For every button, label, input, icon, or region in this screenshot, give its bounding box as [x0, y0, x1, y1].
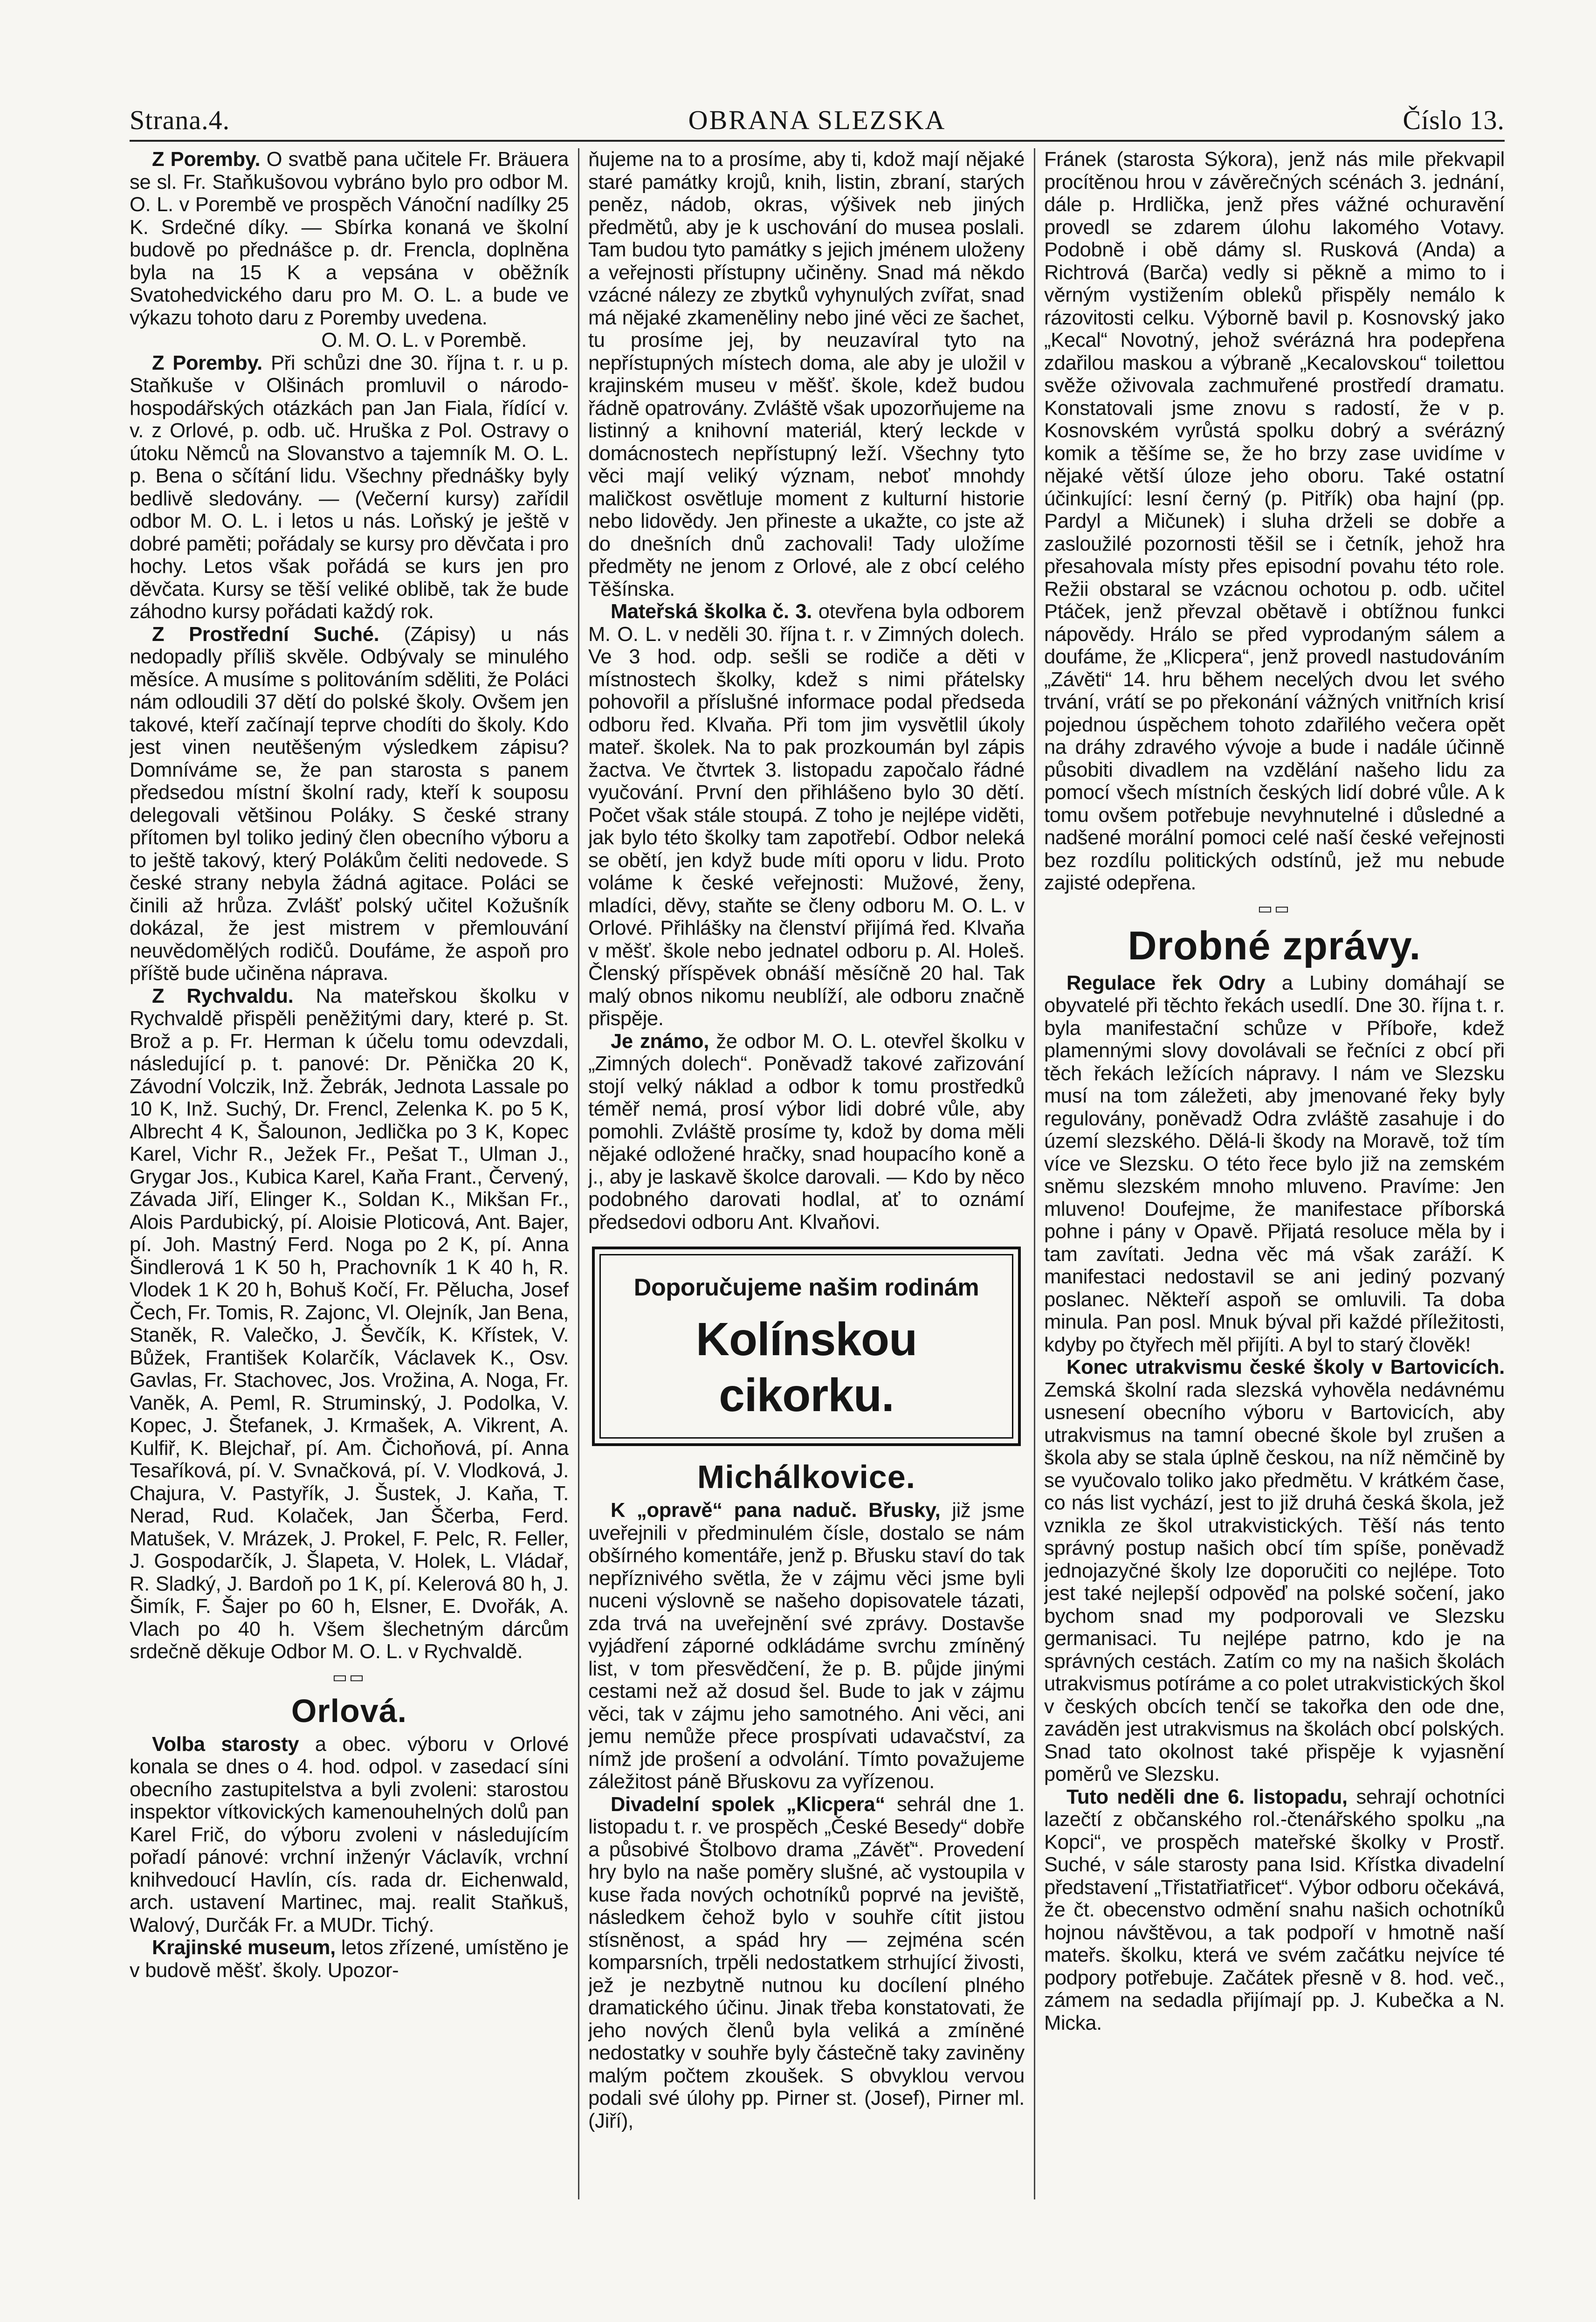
article-klicpera [588, 1793, 1025, 2133]
article-body: Při schůzi dne 30. října t. r. u p. Staňkuše v Olšinách promluvil o národo-hospodářských otázkách pan Jan Fiala, řídící v. v. z Orlové, p. odb. uč. Hruška z Pol. Ostravy o útoku Němců na Slovanstvo a tajemník M. O. L. p. Bena o sčítání lidu. Všechny přednášky byly bedlivě sledovány. — (Večerní kursy) zařídil odbor M. O. L. i letos u nás. Loňský je ještě v dobré paměti; pořádaly se kursy pro děvčata i pro hochy. Letos však pořádá se kurs jen pro děvčata. Kursy se těší veliké oblibě, tak že bude záhodno kursy pořádati každý rok. [130, 351, 569, 623]
article-body: již jsme uveřejnili v předminulém čísle, dostalo se nám obšírného komentáře, jenž p. Břusku staví do tak nepříznivého světla, že v zájmu věci jsme byli nuceni výslovně se našeho dopisovatele tázati, zda trvá na uveřejnění své zprávy. Dostavše vyjádření záporné odkládáme svrchu zmíněný list, v tom přesvědčení, že p. B. půjde jinými cestami než až dosud šel. Bude to jak v zájmu věci, tak v zájmu jeho samotného. Ani věci, ani jemu nemůže přece prospívati udavačství, za nímž jde prošení a odvolání. Tímto považujeme záležitost páně Břuskovu za vyřízenou. [588, 1499, 1025, 1793]
article-head: Krajinské museum, [152, 1936, 336, 1959]
header-rule [130, 140, 1505, 142]
article-body: sehrají ochotníci lazečtí z občanského rol.-čtenářského spolku „na Kopci“, ve prospěch mateřské školky v Prostř. Suché, v sále starosty pana Isid. Křístka divadelní představení „Třistatřiatřicet“. Výbor odboru očekává, že čt. obecenstvo odmění snahu našich ochotníků hojnou návštěvou, a tak podpoří v hmotně naší mateřs. školku, která ve svém začátku nejvíce té podpory potřebuje. Začátek přesně v 8. hod. več., zámem na sedadla přijímají pp. J. Kubečka a N. Micka. [1044, 1785, 1505, 2034]
article-head: K „opravě“ pana naduč. Břusky, [611, 1499, 941, 1522]
article-rychvald [130, 985, 569, 1663]
article-body: a obec. výboru v Orlové konala se dnes o 4. hod. odpol. v zasedací síni obecního zastupitelstva a byli zvoleni: starostou inspektor vítkovických kamenouhelných dolů pan Karel Frič, do výboru zvoleni v následujícím pořadí pánové: vrchní inženýr Václavík, vrchní knihvedoucí Havlín, cís. rada dr. Eichenwald, arch. ustavení Martinec, maj. realit Staňkuš, Walový, Durčák Fr. a MUDr. Tichý. [130, 1733, 569, 1936]
article-klicpera-continued: Fránek (starosta Sýkora), jenž nás mile překvapil procítěnou hrou v závěrečných scénách 3. jednání, dále p. Hrdlička, jenž přes vážné ochuravění provedl se zdarem úlohu lakomého Votavy. Podobně i obě dámy sl. Rusková (Anda) a Richtrová (Barča) vedly si pěkně a mimo to i věrným vystižením obleků přispěly nemálo k rázovitosti celku. Výborně bavil p. Kosnovský jako „Kecal“ Novotný, jehož svérázná hra podepřena zdařilou maskou a výbraně „Kecalovskou“ toilettou svěže oživovala zachmuřené prostředí dramatu. Konstatovali jsme znovu s radostí, že v p. Kosnovském vyrůstá spolku dobrý a svérázný komik a těšíme se, že ho brzy zase uvidíme v nějaké větší úloze jeho oboru. Také ostatní účinkující: lesní černý (p. Pitřík) oba hajní (pp. Pardyl a Mičunek) i sluha drželi se dobře a zasloužilé pozornosti těšil se i četník, jehož hra přesahovala místy přes episodní povahu této role. Režii obstaral se vzácnou ochotou p. odb. učitel Ptáček, jenž převzal obětavě i obtížnou funkci nápovědy. Hrálo se před vyprodaným sálem a doufáme, že „Klicpera“, jenž provedl nastudováním „Závěti“ 14. hru během necelých dvou let svého trvání, vrátí se po překonání vážných vnitřních krisí pojednou úspěchem tohoto zdařilého večera opět na dráhy zdravého vývoje a bude i nadále účinně působiti divadlem na vzdělání našeho lidu za pomocí všech místních českých lidí dobré vůle. A k tomu ovšem potřebuje nevyhnutelné i důsledné a nadšené morální pomoci celé naší české veřejnosti bez rozdílu politických odstínů, jež mu nebude zajisté odepřena. [1044, 148, 1505, 894]
section-separator: ▭▭ [332, 1668, 366, 1686]
column-1 [130, 148, 569, 2209]
article-head: Je známo, [611, 1030, 709, 1053]
article-head: Tuto neděli dne 6. listopadu, [1066, 1785, 1348, 1808]
column-divider [578, 148, 579, 2199]
article-regulace-rek [1044, 972, 1505, 1357]
column-divider [1034, 148, 1035, 2199]
article-head: Z Rychvaldu. [152, 985, 294, 1007]
article-volba-starosty [130, 1733, 569, 1937]
advertisement-box [592, 1247, 1021, 1446]
article-head: Regulace řek Odry [1066, 972, 1266, 994]
article-krajinske-museum [130, 1936, 569, 1982]
article-je-znamo [588, 1030, 1025, 1234]
article-body: sehrál dne 1. listopadu t. r. ve prospěch „České Besedy“ dobře a působivé Štolbovo drama „Závěť“. Provedení hry bylo na naše poměry slušné, ač vystoupila v kuse řada nových ochotníků poprvé na jeviště, následkem čehož bylo v souhře cítit jistou stísněnost, a spád hry — zejména scén komparsních, trpěli nedostatkem strhující živosti, jež je nezbytně nutnou ku docílení plného dramatického účinu. Jinak třeba konstatovati, že jeho nových členů byla veliká a zmíněné nedostatky v souhře byly částečně taky zaviněny malým počtem zkoušek. S obvyklou vervou podali své úlohy pp. Pirner st. (Josef), Pirner ml. (Jiří), [588, 1793, 1025, 2132]
article-prostredni-sucha [130, 623, 569, 985]
article-tuto-nedeli [1044, 1786, 1505, 2035]
article-poremba-2 [130, 352, 569, 623]
article-body: že odbor M. O. L. otevřel školku v „Zimných dolech“. Poněvadž takové zařizování stojí velký náklad a odbor k tomu prostředků téměř nemá, prosí výbor lidi dobré vůle, aby pomohli. Zvláště prosíme ty, kdož by doma měli nějaké odložené hračky, snad houpacího koně a j., aby je laskavě školce darovali. — Kdo by něco podobného darovati hodlal, ať to oznámí předsedovi odboru Ant. Klvaňovi. [588, 1030, 1025, 1233]
newspaper-title: OBRANA SLEZSKA [688, 105, 946, 135]
section-title-orlova: Orlová. [291, 1692, 407, 1729]
article-oprava-brusky [588, 1499, 1025, 1793]
column-3 [1044, 148, 1505, 2209]
article-museum-continued: ňujeme na to a prosíme, aby ti, kdož mají nějaké staré památky krojů, knih, listin, zbraní, starých peněz, nádob, okras, výšivek neb jiných předmětů, aby je k uschování do musea poslali. Tam budou tyto památky s jejich jménem uloženy a veřejnosti přístupny učiněny. Snad má někdo vzácné nálezy ze zbytků vyhynulých zvířat, snad má nějaké zkameněliny nebo jiné věci ze šachet, tu prosíme jej, by neuzavíral tyto na nepřístupných místech doma, ale aby je uložil v krajinském museu v měšť. škole, kdež budou řádně opatrovány. Zvláště však upozorňujeme na listinný a knihovní materiál, který leckde v domácnostech nepřístupný leží. Všechny tyto věci mají veliký význam, neboť mnohdy maličkost osvětluje moment z kulturní historie nebo lidovědy. Jen přineste a ukažte, co jste až do dnešních dnů zachovali! Tady uložíme předměty ne jenom z Orlové, ale z obcí celého Těšínska. [588, 148, 1025, 600]
section-title-michalkovice: Michálkovice. [697, 1459, 916, 1495]
article-body: otevřena byla odborem M. O. L. v neděli 30. října t. r. v Zimných dolech. Ve 3 hod. odp. sešli se rodiče a děti v místnostech školky, kdež s nimi přátelsky pohovořil a příslušné informace podal předseda odboru řed. Klvaňa. Při tom jim vysvětlil úkoly mateř. školek. Na to pak prozkoumán byl zápis žactva. Ve čtvrtek 3. listopadu započalo řádné vyučování. První den přihlášeno bylo 30 dětí. Počet však stále stoupá. Z toho je nejlépe viděti, jak bylo této školky tam zapotřebí. Odbor neleká se obětí, jen když bude míti oporu v lidu. Proto voláme k české veřejnosti: Mužové, ženy, mladíci, děvy, staňte se členy odboru M. O. L. v Orlové. Přihlášky na členství přijímá řed. Klvaňa v měšť. škole nebo jednatel odboru p. Al. Holeš. Členský příspěvek obnáší měsíčně 20 hal. Tak malý obnos nikomu neublíží, ale odboru značně přispěje. [588, 600, 1025, 1030]
section-separator: ▭▭ [1257, 899, 1292, 917]
article-signature: O. M. O. L. v Porembě. [321, 329, 527, 351]
section-title-drobne-zpravy: Drobné zprávy. [1128, 923, 1421, 968]
article-body: (Zápisy) u nás nedopadly příliš skvěle. Odbývaly se minulého měsíce. A musíme s politováním sděliti, že Poláci nám odloudili 37 dětí do polské školy. Ovšem jen takové, kteří začínají teprve chodíti do školy. Kdo jest vinen neutěšeným výsledkem zápisu? Domníváme se, že pan starosta s panem předsedou místní školní rady, kteří k souposu delegovali většinou Poláky. S české strany přítomen byl toliko jediný člen obecního výboru a to ještě takový, který Polákům čeliti nedovede. S české strany nebyla žádná agitace. Poláci se činili až hrůza. Zvlášť polský učitel Kožušník dokázal, že jest mistrem v přemlouvání neuvědomělých rodičů. Doufáme, že aspoň pro příště bude učiněna náprava. [130, 623, 569, 985]
page-header [130, 104, 1505, 142]
article-head: Z Poremby. [152, 148, 261, 171]
advertisement-line-1: Doporučujeme našim rodinám [633, 1274, 979, 1301]
article-head: Divadelní spolek „Klicpera“ [611, 1793, 885, 1816]
article-head: Konec utrakvismu české školy v Bartovicích. [1066, 1356, 1505, 1378]
article-head: Z Poremby. [152, 351, 262, 374]
article-body: Na mateřskou školku v Rychvaldě přispěli peněžitými dary, které p. St. Brož a p. Fr. Herman k účelu tomu odevzdali, následující p. t. panové: Dr. Pěnička 20 K, Závodní Volczik, Inž. Žebrák, Jednota Lassale po 10 K, Inž. Suchý, Dr. Frencl, Zelenka K. po 5 K, Albrecht 4 K, Šalounon, Jedlička po 3 K, Kopec Karel, Vichr R., Ježek Fr., Pešat T., Ulman J., Grygar Jos., Kubica Karel, Kaňa Frant., Červený, Závada Jiří, Elinger K., Soldan K., Mikšan Fr., Alois Pardubický, pí. Aloisie Ploticová, Ant. Bajer, pí. Joh. Mastný Ferd. Noga po 2 K, pí. Anna Šindlerová 1 K 50 h, Prachovník 1 K 40 h, R. Vlodek 1 K 20 h, Bohuš Kočí, Fr. Pělucha, Josef Čech, Fr. Tomis, R. Zajonc, Vl. Olejník, Jan Bena, Staněk, R. Valečko, J. Ševčík, K. Křístek, V. Bůžek, František Kolarčík, Václavek K., Osv. Gavlas, Fr. Stachovec, Jos. Vrožina, A. Noga, Fr. Vaněk, A. Peml, R. Struminský, J. Podolka, V. Kopec, J. Štefanek, J. Krmašek, A. Vikrent, A. Kulfiř, K. Blejchař, pí. Am. Čichoňová, pí. Anna Tesaříková, pí. V. Svnačková, pí. V. Vlodková, J. Chajura, V. Pastyřík, J. Šustek, J. Kaňa, T. Nerad, Rud. Kolaček, Jan Ščerba, Ferd. Matušek, V. Mrázek, J. Prokel, F. Pelc, R. Feller, J. Gospodarčík, J. Šlapeta, V. Holek, L. Vládař, R. Sladký, J. Bardoň po 1 K, pí. Kelerová 80 h, J. Šimík, F. Šajer po 60 h, Elsner, E. Dvořák, A. Vlach po 40 h. Všem šlechetným dárcům srdečně děkuje Odbor M. O. L. v Rychvaldě. [130, 985, 569, 1663]
column-2 [588, 148, 1025, 2209]
issue-number: Číslo 13. [1403, 105, 1505, 135]
article-head: Z Prostřední Suché. [152, 623, 379, 646]
article-poremba-1 [130, 148, 569, 329]
article-head: Volba starosty [152, 1733, 299, 1756]
article-head: Mateřská školka č. 3. [611, 600, 812, 623]
article-body: Zemská školní rada slezská vyhověla nedávnému usnesení obecního výboru v Bartovicích, aby utrakvismus na tamní obecné škole byl zrušen a škola aby se stala úplně českou, na níž němčině by se vyučovalo toliko jako předmětu. V krátkém čase, co nás list vychází, jest to již druhá česká škola, jež vznikla ze škol utrakvistických. Těší nás tento správný postup našich obcí tím spíše, poněvadž jednojazyčné školy lze doporučiti co nejlépe. Toto jest také nejlepší odpověď na polské sočení, jako bychom snad my podporovali ve Slezsku germanisaci. Tu nejlépe patrno, kdo je na správných cestách. Zatím co my na našich školách utrakvismus potíráme a co polet utrakvistických škol v českých obcích tenčí se takořka den ode dne, zaváděn jest utrakvismus na školách obcí polských. Snad tato okolnost také přispěje k vyjasnění poměrů ve Slezsku. [1044, 1378, 1505, 1785]
advertisement-inner [599, 1254, 1013, 1439]
article-body: a Lubiny domáhají se obyvatelé při těchto řekách usedlí. Dne 30. října t. r. byla manifestační schůze v Příboře, kdež plamennými slovy dovolávali se řečníci z obcí při těch řekách ležících nápravy. I nám ve Slezsku musí na tom záležeti, aby jmenované řeky byly regulovány, poněvadž Odra zvláště zasahuje i do území slezského. Dělá-li škody na Moravě, tož tím více ve Slezsku. O této řece bylo již na zemském sněmu slezském mnoho mluveno. Pravíme: Jen mluveno! Doufejme, že manifestace příborská pohne i pány v Opavě. Přijatá resoluce měla by i tam zavítati. Jedna věc má však zaráží. K manifestaci nedostavil se ani jediný pozvaný poslanec. Někteří aspoň se omluvili. Ta doba minula. Pan posl. Mnuk býval při každé příležitosti, kdyby po čtyřech měl přijíti. A byl to starý člověk! [1044, 972, 1505, 1356]
page-number: Strana.4. [130, 105, 230, 135]
advertisement-line-2: Kolínskou cikorku. [695, 1313, 917, 1421]
article-materska-skolka [588, 600, 1025, 1030]
article-konec-utrakvismu [1044, 1356, 1505, 1786]
article-body: O svatbě pana učitele Fr. Bräuera se sl. Fr. Staňkušovou vybráno bylo pro odbor M. O. L. v Porembě ve prospěch Vánoční nadílky 25 K. Srdečné díky. — Sbírka konaná ve školní budově po přednášce p. dr. Frencla, doplněna byla na 15 K a vepsána v oběžník Svatohedvického daru pro M. O. L. a bude ve výkazu tohoto daru z Poremby uvedena. [130, 148, 569, 329]
article-body: letos zřízené, umístěno je v budově měšť. školy. Upozor- [130, 1936, 569, 1982]
